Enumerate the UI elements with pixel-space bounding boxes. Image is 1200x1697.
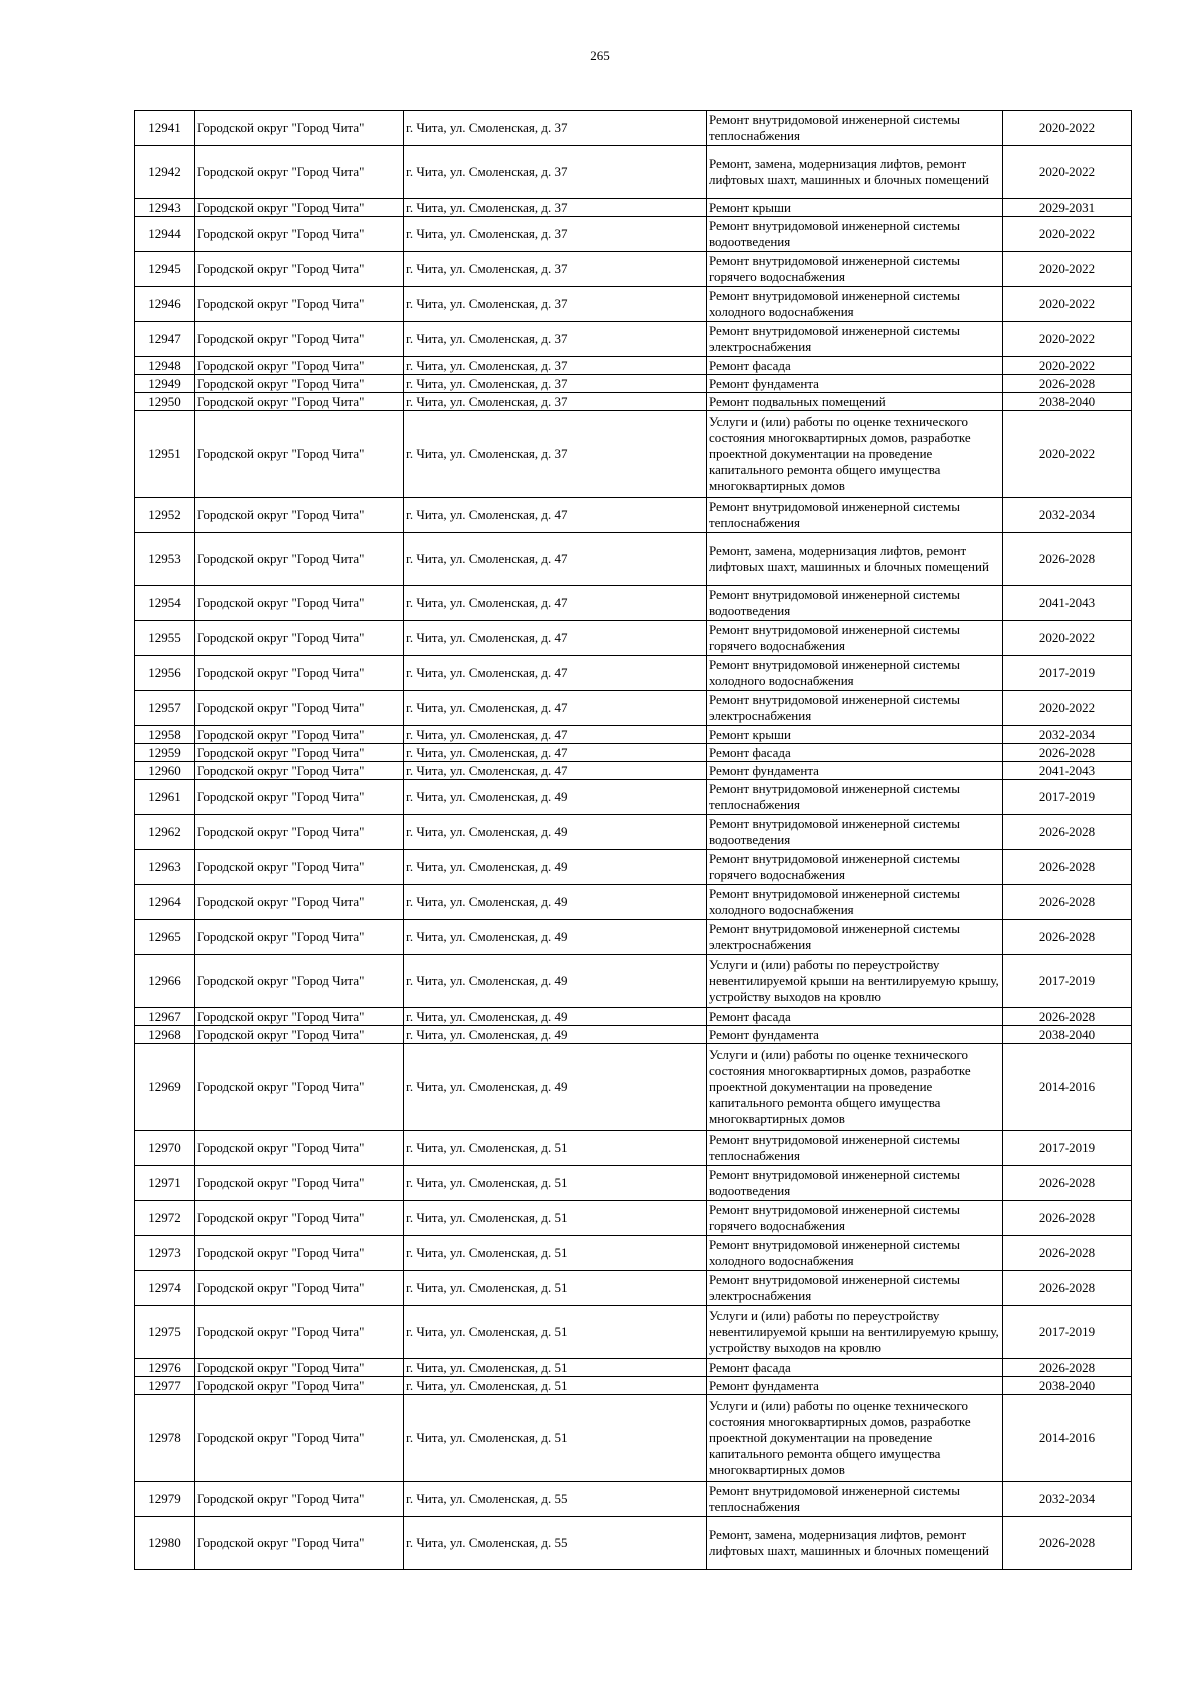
row-address: г. Чита, ул. Смоленская, д. 37 [404,393,707,411]
row-municipality: Городской округ "Город Чита" [195,252,404,287]
row-address: г. Чита, ул. Смоленская, д. 47 [404,498,707,533]
row-address: г. Чита, ул. Смоленская, д. 51 [404,1236,707,1271]
row-number: 12976 [135,1359,195,1377]
row-address: г. Чита, ул. Смоленская, д. 37 [404,252,707,287]
row-number: 12967 [135,1008,195,1026]
row-number: 12980 [135,1517,195,1570]
row-number: 12978 [135,1395,195,1482]
row-address: г. Чита, ул. Смоленская, д. 51 [404,1395,707,1482]
row-period: 2017-2019 [1003,780,1132,815]
table-row [135,393,1132,411]
row-number: 12966 [135,955,195,1008]
row-work-type: Ремонт внутридомовой инженерной системы теплоснабжения [707,1131,1003,1166]
row-address: г. Чита, ул. Смоленская, д. 47 [404,726,707,744]
row-number: 12963 [135,850,195,885]
table-row [135,1044,1132,1131]
row-number: 12974 [135,1271,195,1306]
row-municipality: Городской округ "Город Чита" [195,1236,404,1271]
row-number: 12947 [135,322,195,357]
row-number: 12965 [135,920,195,955]
row-period: 2026-2028 [1003,1271,1132,1306]
row-address: г. Чита, ул. Смоленская, д. 51 [404,1166,707,1201]
row-number: 12950 [135,393,195,411]
row-number: 12971 [135,1166,195,1201]
table-row [135,744,1132,762]
row-period: 2020-2022 [1003,621,1132,656]
row-number: 12970 [135,1131,195,1166]
row-municipality: Городской округ "Город Чита" [195,1482,404,1517]
row-period: 2017-2019 [1003,1131,1132,1166]
table-row [135,411,1132,498]
row-municipality: Городской округ "Город Чита" [195,691,404,726]
row-address: г. Чита, ул. Смоленская, д. 37 [404,322,707,357]
row-address: г. Чита, ул. Смоленская, д. 37 [404,357,707,375]
row-period: 2029-2031 [1003,199,1132,217]
row-municipality: Городской округ "Город Чита" [195,322,404,357]
row-municipality: Городской округ "Город Чита" [195,726,404,744]
table-row [135,656,1132,691]
row-work-type: Ремонт крыши [707,199,1003,217]
row-work-type: Услуги и (или) работы по переустройству невентилируемой крыши на вентилируемую крышу, устройству выходов на кровлю [707,955,1003,1008]
row-municipality: Городской округ "Город Чита" [195,1026,404,1044]
row-work-type: Ремонт фундамента [707,762,1003,780]
table-row [135,498,1132,533]
page-number: 265 [590,48,610,63]
row-work-type: Ремонт внутридомовой инженерной системы холодного водоснабжения [707,656,1003,691]
row-number: 12956 [135,656,195,691]
row-work-type: Услуги и (или) работы по оценке технического состояния многоквартирных домов, разработке проектной документации на проведение капитального ремонта общего имущества многоквартирных домов [707,1395,1003,1482]
row-municipality: Городской округ "Город Чита" [195,287,404,322]
table-row [135,322,1132,357]
row-work-type: Ремонт внутридомовой инженерной системы горячего водоснабжения [707,1201,1003,1236]
table-row [135,357,1132,375]
row-period: 2026-2028 [1003,1236,1132,1271]
row-number: 12972 [135,1201,195,1236]
row-address: г. Чита, ул. Смоленская, д. 55 [404,1482,707,1517]
row-number: 12973 [135,1236,195,1271]
row-work-type: Ремонт фундамента [707,375,1003,393]
row-period: 2020-2022 [1003,217,1132,252]
row-period: 2026-2028 [1003,744,1132,762]
row-work-type: Ремонт внутридомовой инженерной системы теплоснабжения [707,111,1003,146]
row-number: 12957 [135,691,195,726]
table-row [135,1131,1132,1166]
row-address: г. Чита, ул. Смоленская, д. 47 [404,656,707,691]
row-work-type: Ремонт внутридомовой инженерной системы водоотведения [707,1166,1003,1201]
row-municipality: Городской округ "Город Чита" [195,1306,404,1359]
row-address: г. Чита, ул. Смоленская, д. 47 [404,586,707,621]
row-address: г. Чита, ул. Смоленская, д. 49 [404,1026,707,1044]
row-work-type: Ремонт внутридомовой инженерной системы холодного водоснабжения [707,885,1003,920]
row-address: г. Чита, ул. Смоленская, д. 37 [404,287,707,322]
row-municipality: Городской округ "Город Чита" [195,1008,404,1026]
table-row [135,1482,1132,1517]
row-work-type: Ремонт фасада [707,744,1003,762]
table-row [135,955,1132,1008]
table-row [135,1271,1132,1306]
table-row [135,252,1132,287]
row-period: 2041-2043 [1003,762,1132,780]
row-municipality: Городской округ "Город Чита" [195,1359,404,1377]
row-municipality: Городской округ "Город Чита" [195,885,404,920]
row-work-type: Ремонт внутридомовой инженерной системы водоотведения [707,586,1003,621]
row-work-type: Ремонт внутридомовой инженерной системы горячего водоснабжения [707,252,1003,287]
row-number: 12952 [135,498,195,533]
row-address: г. Чита, ул. Смоленская, д. 49 [404,780,707,815]
row-municipality: Городской округ "Город Чита" [195,850,404,885]
row-work-type: Ремонт фундамента [707,1377,1003,1395]
row-municipality: Городской округ "Город Чита" [195,656,404,691]
row-period: 2026-2028 [1003,1008,1132,1026]
table-row [135,726,1132,744]
table-row [135,1377,1132,1395]
row-number: 12977 [135,1377,195,1395]
row-address: г. Чита, ул. Смоленская, д. 49 [404,850,707,885]
table-row [135,762,1132,780]
row-work-type: Ремонт, замена, модернизация лифтов, ремонт лифтовых шахт, машинных и блочных помещений [707,1517,1003,1570]
row-address: г. Чита, ул. Смоленская, д. 47 [404,691,707,726]
row-period: 2017-2019 [1003,955,1132,1008]
row-municipality: Городской округ "Город Чита" [195,1131,404,1166]
row-municipality: Городской округ "Город Чита" [195,1044,404,1131]
row-period: 2026-2028 [1003,1166,1132,1201]
row-period: 2020-2022 [1003,252,1132,287]
row-address: г. Чита, ул. Смоленская, д. 37 [404,375,707,393]
row-municipality: Городской округ "Город Чита" [195,621,404,656]
row-number: 12946 [135,287,195,322]
table-row [135,885,1132,920]
row-work-type: Ремонт внутридомовой инженерной системы теплоснабжения [707,780,1003,815]
row-municipality: Городской округ "Город Чита" [195,762,404,780]
row-municipality: Городской округ "Город Чита" [195,217,404,252]
table-row [135,1236,1132,1271]
row-period: 2038-2040 [1003,1377,1132,1395]
table-row [135,1026,1132,1044]
row-address: г. Чита, ул. Смоленская, д. 37 [404,111,707,146]
row-work-type: Ремонт внутридомовой инженерной системы горячего водоснабжения [707,621,1003,656]
row-address: г. Чита, ул. Смоленская, д. 51 [404,1377,707,1395]
table-row [135,780,1132,815]
row-number: 12949 [135,375,195,393]
row-period: 2020-2022 [1003,357,1132,375]
row-number: 12954 [135,586,195,621]
row-period: 2026-2028 [1003,850,1132,885]
row-address: г. Чита, ул. Смоленская, д. 51 [404,1359,707,1377]
table-row [135,1395,1132,1482]
row-address: г. Чита, ул. Смоленская, д. 51 [404,1201,707,1236]
row-number: 12975 [135,1306,195,1359]
row-period: 2026-2028 [1003,1517,1132,1570]
row-number: 12953 [135,533,195,586]
row-number: 12961 [135,780,195,815]
row-work-type: Услуги и (или) работы по оценке технического состояния многоквартирных домов, разработке проектной документации на проведение капитального ремонта общего имущества многоквартирных домов [707,411,1003,498]
row-period: 2014-2016 [1003,1044,1132,1131]
table-row [135,1201,1132,1236]
row-period: 2038-2040 [1003,1026,1132,1044]
table-row [135,691,1132,726]
row-address: г. Чита, ул. Смоленская, д. 37 [404,217,707,252]
row-work-type: Услуги и (или) работы по переустройству невентилируемой крыши на вентилируемую крышу, устройству выходов на кровлю [707,1306,1003,1359]
row-period: 2020-2022 [1003,411,1132,498]
table-row [135,1306,1132,1359]
row-number: 12941 [135,111,195,146]
row-municipality: Городской округ "Город Чита" [195,955,404,1008]
row-number: 12944 [135,217,195,252]
row-address: г. Чита, ул. Смоленская, д. 47 [404,744,707,762]
row-municipality: Городской округ "Город Чита" [195,498,404,533]
table-row [135,533,1132,586]
row-number: 12959 [135,744,195,762]
row-municipality: Городской округ "Город Чита" [195,1201,404,1236]
row-address: г. Чита, ул. Смоленская, д. 49 [404,885,707,920]
row-municipality: Городской округ "Город Чита" [195,744,404,762]
row-municipality: Городской округ "Город Чита" [195,357,404,375]
row-address: г. Чита, ул. Смоленская, д. 49 [404,955,707,1008]
row-period: 2041-2043 [1003,586,1132,621]
table-row [135,1359,1132,1377]
row-work-type: Ремонт фасада [707,1008,1003,1026]
table-row [135,199,1132,217]
row-work-type: Ремонт фундамента [707,1026,1003,1044]
table-row [135,621,1132,656]
row-address: г. Чита, ул. Смоленская, д. 49 [404,920,707,955]
row-address: г. Чита, ул. Смоленская, д. 37 [404,199,707,217]
table-row [135,287,1132,322]
row-municipality: Городской округ "Город Чита" [195,1395,404,1482]
row-address: г. Чита, ул. Смоленская, д. 47 [404,533,707,586]
row-address: г. Чита, ул. Смоленская, д. 47 [404,762,707,780]
table-row [135,1008,1132,1026]
row-number: 12969 [135,1044,195,1131]
row-work-type: Ремонт, замена, модернизация лифтов, ремонт лифтовых шахт, машинных и блочных помещений [707,146,1003,199]
row-address: г. Чита, ул. Смоленская, д. 49 [404,1044,707,1131]
row-municipality: Городской округ "Город Чита" [195,815,404,850]
row-period: 2026-2028 [1003,375,1132,393]
row-municipality: Городской округ "Город Чита" [195,1166,404,1201]
row-number: 12962 [135,815,195,850]
row-number: 12948 [135,357,195,375]
row-work-type: Ремонт внутридомовой инженерной системы водоотведения [707,815,1003,850]
row-address: г. Чита, ул. Смоленская, д. 49 [404,1008,707,1026]
table-row [135,375,1132,393]
row-number: 12955 [135,621,195,656]
row-period: 2017-2019 [1003,656,1132,691]
table-row [135,1166,1132,1201]
row-municipality: Городской округ "Город Чита" [195,375,404,393]
table-row [135,217,1132,252]
row-municipality: Городской округ "Город Чита" [195,586,404,621]
table-row [135,850,1132,885]
row-work-type: Ремонт внутридомовой инженерной системы холодного водоснабжения [707,1236,1003,1271]
row-address: г. Чита, ул. Смоленская, д. 47 [404,621,707,656]
row-period: 2020-2022 [1003,287,1132,322]
row-period: 2014-2016 [1003,1395,1132,1482]
table-row [135,815,1132,850]
row-work-type: Ремонт внутридомовой инженерной системы электроснабжения [707,691,1003,726]
row-number: 12945 [135,252,195,287]
row-work-type: Ремонт внутридомовой инженерной системы электроснабжения [707,322,1003,357]
row-municipality: Городской округ "Город Чита" [195,920,404,955]
row-municipality: Городской округ "Город Чита" [195,1271,404,1306]
row-work-type: Ремонт внутридомовой инженерной системы теплоснабжения [707,1482,1003,1517]
row-period: 2032-2034 [1003,498,1132,533]
row-period: 2020-2022 [1003,322,1132,357]
row-number: 12968 [135,1026,195,1044]
row-period: 2026-2028 [1003,815,1132,850]
row-period: 2038-2040 [1003,393,1132,411]
row-period: 2017-2019 [1003,1306,1132,1359]
row-period: 2020-2022 [1003,111,1132,146]
row-municipality: Городской округ "Город Чита" [195,411,404,498]
row-work-type: Ремонт подвальных помещений [707,393,1003,411]
row-address: г. Чита, ул. Смоленская, д. 37 [404,411,707,498]
row-work-type: Ремонт крыши [707,726,1003,744]
table-row [135,586,1132,621]
row-address: г. Чита, ул. Смоленская, д. 51 [404,1131,707,1166]
row-municipality: Городской округ "Город Чита" [195,1377,404,1395]
row-number: 12960 [135,762,195,780]
row-work-type: Ремонт внутридомовой инженерной системы водоотведения [707,217,1003,252]
row-number: 12943 [135,199,195,217]
repair-schedule-table [134,110,1132,1570]
row-municipality: Городской округ "Город Чита" [195,1517,404,1570]
table-row [135,111,1132,146]
row-municipality: Городской округ "Город Чита" [195,111,404,146]
table-row [135,146,1132,199]
row-period: 2032-2034 [1003,726,1132,744]
row-work-type: Ремонт внутридомовой инженерной системы электроснабжения [707,920,1003,955]
row-period: 2026-2028 [1003,1359,1132,1377]
row-address: г. Чита, ул. Смоленская, д. 55 [404,1517,707,1570]
row-address: г. Чита, ул. Смоленская, д. 51 [404,1306,707,1359]
table-row [135,1517,1132,1570]
row-municipality: Городской округ "Город Чита" [195,199,404,217]
row-period: 2026-2028 [1003,533,1132,586]
row-work-type: Ремонт внутридомовой инженерной системы холодного водоснабжения [707,287,1003,322]
row-number: 12958 [135,726,195,744]
row-number: 12979 [135,1482,195,1517]
row-municipality: Городской округ "Город Чита" [195,146,404,199]
row-period: 2026-2028 [1003,920,1132,955]
row-period: 2032-2034 [1003,1482,1132,1517]
row-address: г. Чита, ул. Смоленская, д. 49 [404,815,707,850]
row-work-type: Ремонт внутридомовой инженерной системы теплоснабжения [707,498,1003,533]
row-work-type: Ремонт внутридомовой инженерной системы горячего водоснабжения [707,850,1003,885]
row-number: 12964 [135,885,195,920]
row-work-type: Ремонт фасада [707,1359,1003,1377]
row-municipality: Городской округ "Город Чита" [195,533,404,586]
row-municipality: Городской округ "Город Чита" [195,780,404,815]
row-period: 2020-2022 [1003,691,1132,726]
table-row [135,920,1132,955]
row-work-type: Ремонт фасада [707,357,1003,375]
row-period: 2026-2028 [1003,1201,1132,1236]
row-municipality: Городской округ "Город Чита" [195,393,404,411]
row-work-type: Ремонт внутридомовой инженерной системы электроснабжения [707,1271,1003,1306]
row-number: 12942 [135,146,195,199]
row-address: г. Чита, ул. Смоленская, д. 37 [404,146,707,199]
row-work-type: Услуги и (или) работы по оценке технического состояния многоквартирных домов, разработке проектной документации на проведение капитального ремонта общего имущества многоквартирных домов [707,1044,1003,1131]
row-period: 2026-2028 [1003,885,1132,920]
row-number: 12951 [135,411,195,498]
row-period: 2020-2022 [1003,146,1132,199]
row-work-type: Ремонт, замена, модернизация лифтов, ремонт лифтовых шахт, машинных и блочных помещений [707,533,1003,586]
row-address: г. Чита, ул. Смоленская, д. 51 [404,1271,707,1306]
